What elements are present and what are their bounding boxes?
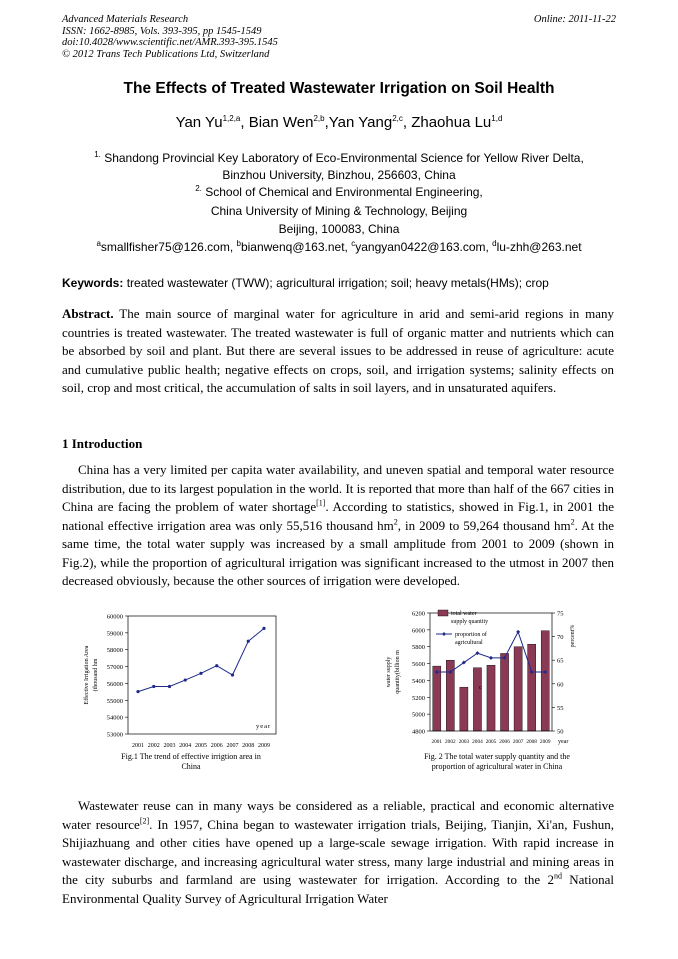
x-tick-label: 2001 bbox=[431, 739, 443, 745]
x-tick-label: 2009 bbox=[258, 743, 270, 749]
author-sup: 1,2,a bbox=[222, 114, 241, 123]
x-tick-label: 2002 bbox=[147, 743, 160, 749]
abstract-text: The main source of marginal water for agriculture in arid and semi-arid regions in many countries is treated wastewater. The treated wastewater is full of organic matter and nutrients which can be absorbed by soil and plant. But there are several issues to be addressed in reuse of agriculture: acute and cumulative public health; negative effects on crops, soil, and irrigation systems; salinity effects on soil, crop and most critical, the accumulation of salts in soil layers, and in unsaturated aquifers. bbox=[62, 306, 614, 395]
y-tick-label: 57000 bbox=[106, 664, 123, 672]
y-tick-label: 58000 bbox=[106, 647, 123, 655]
email-sup: c bbox=[351, 239, 356, 248]
y2-tick-label: 55 bbox=[557, 704, 564, 712]
figure-2-caption bbox=[404, 752, 590, 772]
affil-text: School of Chemical and Environmental Engineering, bbox=[205, 185, 483, 199]
caption-line: China bbox=[181, 762, 201, 771]
x-tick-label: 2001 bbox=[132, 743, 144, 749]
y-tick-label: 54000 bbox=[106, 714, 123, 722]
y-tick-label: 6200 bbox=[412, 610, 425, 618]
text-run: , in 2009 to 59,264 thousand hm bbox=[397, 517, 571, 533]
data-point bbox=[136, 690, 139, 693]
x-tick-label: 2009 bbox=[539, 739, 551, 745]
caption-line: Fig. 2 The total water supply quantity and the bbox=[424, 752, 570, 761]
x-tick-label: 2003 bbox=[163, 743, 176, 749]
y2-tick-label: 50 bbox=[557, 728, 564, 736]
email-sup: b bbox=[236, 239, 241, 248]
x-tick-label: 2003 bbox=[458, 739, 470, 745]
x-axis-label: year bbox=[558, 739, 569, 745]
data-point bbox=[247, 640, 250, 643]
x-tick-label: 2004 bbox=[472, 739, 483, 745]
affiliation-1-line-2: Binzhou University, Binzhou, 256603, China bbox=[222, 168, 456, 182]
x-axis-label: year bbox=[256, 723, 272, 730]
y-tick-label: 53000 bbox=[106, 731, 123, 739]
y-tick-label: 6000 bbox=[412, 627, 425, 635]
author-sep: , bbox=[402, 114, 412, 131]
author-sup: 2,b bbox=[313, 114, 325, 123]
email-link[interactable]: smallfisher75@126.com, bbox=[100, 240, 237, 254]
text-run: . At the same time, the total water supply was increased by a small amplitude from 2001 to 2009 (shown in Fig.2), while the proportion of agricultural irrigation was significant increased to the utmost in 2007 then decreased obviously, because the other sources of irrigation were developed. bbox=[62, 517, 614, 588]
text-run: . In 1957, China began to wastewater irrigation trials, Beijing, Tianjin, Xi'an, Fushun, Shijiazhuang and other cities have opened up a large-scale sewage irrigation. With rapid increase in wastewater discharge, and increasing agricultural water stress, many large industrial and mining areas in the city suburbs and farmland are using wastewater for irrigation. According to the 2 bbox=[62, 816, 614, 887]
affiliation-2-line-3: Beijing, 100083, China bbox=[278, 222, 400, 236]
legend-marker bbox=[442, 632, 446, 636]
author-name: Bian Wen bbox=[248, 114, 314, 131]
y2-tick-label: 60 bbox=[557, 681, 564, 689]
journal-copyright: © 2012 Trans Tech Publications Ltd, Switzerland bbox=[62, 48, 270, 60]
text-run: Wastewater reuse can in many ways be considered as a reliable, practical and economic alternative water resource bbox=[62, 798, 614, 832]
x-tick-label: 2006 bbox=[499, 739, 510, 745]
legend-label: agricultural bbox=[455, 640, 483, 646]
bar bbox=[541, 631, 549, 731]
bar bbox=[514, 647, 522, 731]
y2-tick-label: 70 bbox=[557, 634, 564, 642]
paper-title: The Effects of Treated Wastewater Irrigation on Soil Health bbox=[123, 80, 555, 97]
intro-paragraph-2 bbox=[62, 797, 614, 908]
bar bbox=[460, 687, 468, 731]
data-point bbox=[516, 630, 520, 634]
email-link[interactable]: bianwenq@163.net, bbox=[240, 240, 352, 254]
author-sup: 2,c bbox=[392, 114, 403, 123]
author-sup: 1,d bbox=[491, 114, 503, 123]
email-list bbox=[0, 240, 678, 254]
bar bbox=[473, 668, 481, 731]
author-sep: , bbox=[240, 114, 249, 131]
data-point bbox=[168, 685, 171, 688]
y-tick-label: 5800 bbox=[412, 644, 425, 652]
bar bbox=[528, 644, 536, 731]
fig2-plot bbox=[386, 610, 576, 745]
caption-line: Fig.1 The trend of effective irrigtion area in bbox=[121, 752, 261, 761]
legend-label: total water bbox=[451, 611, 477, 617]
journal-name: Advanced Materials Research bbox=[62, 14, 189, 25]
fig1-plot bbox=[83, 614, 276, 750]
intro-paragraph-1 bbox=[62, 461, 614, 591]
y-tick-label: 59000 bbox=[106, 630, 123, 638]
email-sup: d bbox=[492, 239, 497, 248]
data-point bbox=[231, 673, 234, 676]
citation[interactable]: [2] bbox=[139, 816, 150, 826]
y-tick-label: 5000 bbox=[412, 711, 425, 719]
text-run: National Environmental Quality Survey of Agricultural Irrigation Water bbox=[62, 872, 615, 906]
data-point bbox=[184, 678, 187, 681]
text-run: . According to statistics, showed in Fig.1, in 2001 the national effective irrigation area was only 55,516 thousand hm bbox=[62, 499, 614, 533]
series-line bbox=[138, 628, 264, 691]
author-name: Zhaohua Lu bbox=[411, 114, 492, 131]
x-tick-label: 2007 bbox=[226, 743, 239, 749]
email-link[interactable]: yangyan0422@163.com, bbox=[355, 240, 493, 254]
figure-1-caption bbox=[96, 752, 286, 772]
y-tick-label: 5400 bbox=[412, 677, 425, 685]
legend-label: supply quantity bbox=[451, 619, 489, 625]
journal-header bbox=[62, 14, 278, 60]
bar bbox=[433, 666, 441, 731]
data-point bbox=[262, 627, 265, 630]
x-tick-label: 2005 bbox=[195, 743, 207, 749]
y-axis-label: Effective Irrigation Area bbox=[84, 645, 90, 705]
data-point bbox=[152, 685, 155, 688]
y-tick-label: 5600 bbox=[412, 661, 425, 669]
affil-num: 2. bbox=[195, 184, 202, 193]
legend-label: proportion of bbox=[455, 632, 487, 638]
y-tick-label: 56000 bbox=[106, 680, 123, 688]
y-tick-label: 4800 bbox=[412, 728, 425, 736]
author-name: Yan Yang bbox=[328, 114, 393, 131]
annotation: c bbox=[479, 683, 482, 691]
email-link[interactable]: lu-zhh@263.net bbox=[496, 240, 582, 254]
keywords bbox=[62, 276, 549, 290]
y2-tick-label: 75 bbox=[557, 610, 564, 618]
x-tick-label: 2005 bbox=[485, 739, 497, 745]
data-point bbox=[215, 664, 218, 667]
plot-frame bbox=[128, 616, 276, 734]
author-list bbox=[0, 114, 678, 131]
online-date: Online: 2011-11-22 bbox=[533, 14, 616, 25]
superscript: nd bbox=[553, 871, 562, 881]
affiliation-2-line-1 bbox=[0, 185, 678, 199]
affil-text: Shandong Provincial Key Laboratory of Eco-Environmental Science for Yellow River Delta, bbox=[104, 151, 584, 165]
data-point bbox=[489, 656, 493, 660]
y-axis-label: water supply bbox=[386, 656, 392, 688]
bar bbox=[487, 665, 495, 731]
superscript: 2 bbox=[570, 517, 575, 527]
y-tick-label: 55000 bbox=[106, 697, 123, 705]
y-axis-label: (thousand hm bbox=[93, 658, 99, 692]
x-tick-label: 2006 bbox=[210, 743, 223, 749]
x-tick-label: 2007 bbox=[512, 739, 524, 745]
journal-doi: doi:10.4028/www.scientific.net/AMR.393-395.1545 bbox=[62, 37, 278, 48]
caption-line: proportion of agricultural water in China bbox=[431, 762, 563, 771]
figure-1-chart bbox=[78, 608, 288, 756]
x-tick-label: 2002 bbox=[445, 739, 456, 745]
bar bbox=[500, 653, 508, 731]
y-tick-label: 5200 bbox=[412, 694, 425, 702]
section-heading: 1 Introduction bbox=[62, 436, 143, 451]
author-name: Yan Yu bbox=[175, 114, 223, 131]
email-sup: a bbox=[96, 239, 101, 248]
x-tick-label: 2008 bbox=[242, 743, 255, 749]
y2-axis-label: percent% bbox=[570, 624, 576, 648]
affiliation-1-line-1 bbox=[0, 151, 678, 165]
y2-tick-label: 65 bbox=[557, 657, 564, 665]
keywords-label: Keywords: bbox=[62, 276, 124, 290]
affil-num: 1. bbox=[94, 150, 101, 159]
superscript: 2 bbox=[393, 517, 398, 527]
affiliation-2-line-2: China University of Mining & Technology, Beijing bbox=[210, 204, 468, 218]
keywords-text: treated wastewater (TWW); agricultural irrigation; soil; heavy metals(HMs); crop bbox=[126, 276, 549, 290]
data-point bbox=[199, 672, 202, 675]
legend-swatch-bar bbox=[438, 610, 448, 616]
y-tick-label: 60000 bbox=[106, 613, 123, 621]
x-tick-label: 2008 bbox=[526, 739, 537, 745]
abstract bbox=[62, 305, 614, 398]
journal-issn: ISSN: 1662-8985, Vols. 393-395, pp 1545-1549 bbox=[62, 25, 262, 37]
x-tick-label: 2004 bbox=[179, 743, 192, 749]
figure-2-chart bbox=[380, 606, 614, 750]
citation[interactable]: [1] bbox=[316, 498, 326, 508]
author-sep: , bbox=[324, 114, 329, 131]
y-axis-label: quantity(billion m bbox=[395, 650, 401, 694]
abstract-label: Abstract. bbox=[62, 306, 114, 321]
text-run: China has a very limited per capita water availability, and uneven spatial and temporal water resource distribution, due to its largest population in the world. It is reported that more than half of the 667 cities in China are facing the problem of water shortage bbox=[62, 462, 614, 514]
